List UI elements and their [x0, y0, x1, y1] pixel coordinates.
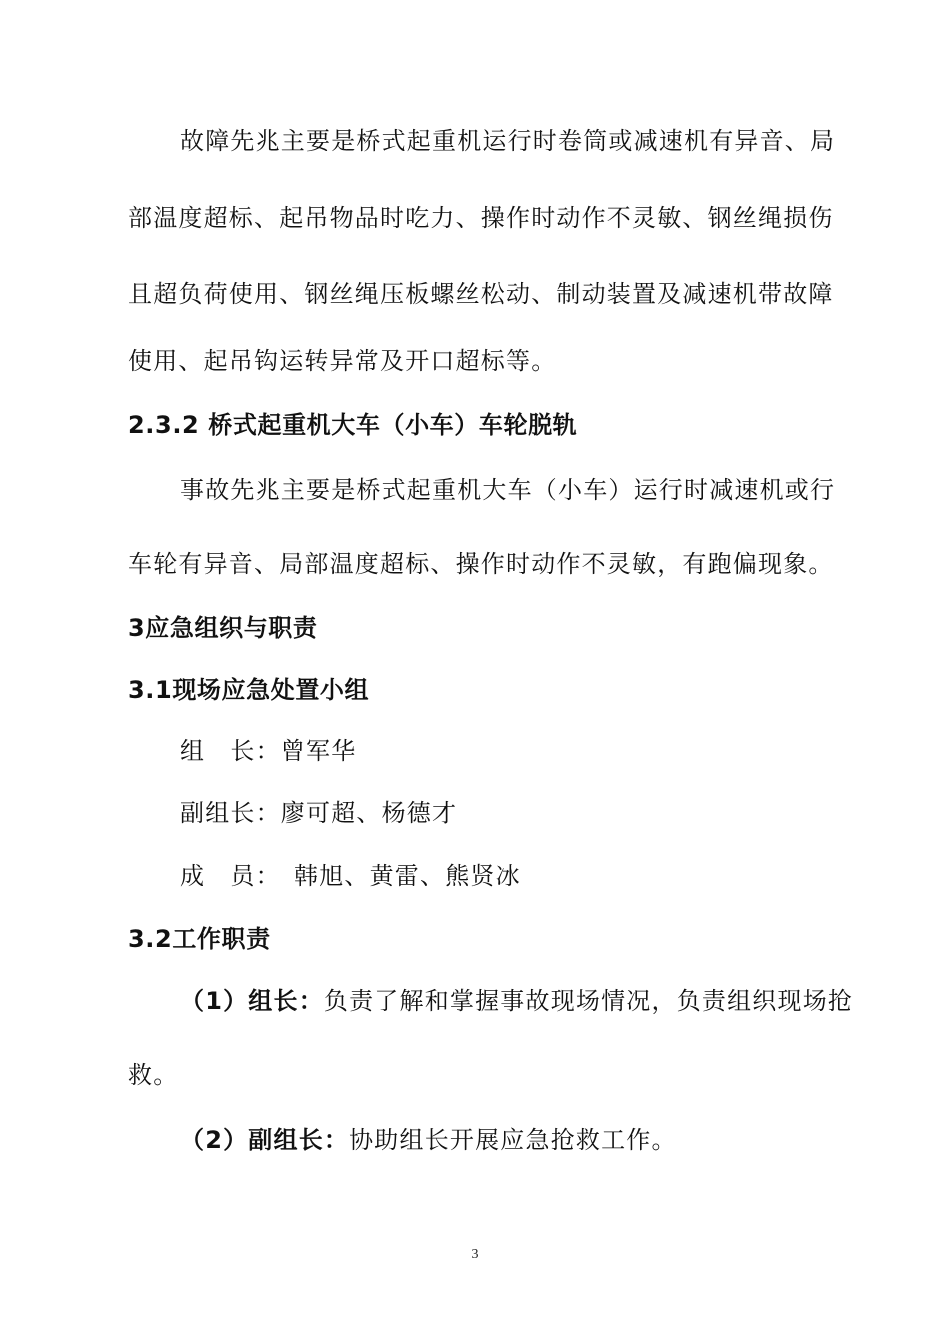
page-number: 3 — [471, 1247, 479, 1262]
duty-1-continuation: 救。 — [128, 1061, 179, 1089]
paragraph-line: 事故先兆主要是桥式起重机大车（小车）运行时减速机或行 — [180, 476, 836, 504]
duty-2-label: （2）副组长： — [180, 1126, 350, 1154]
duty-1-line — [180, 985, 853, 1017]
section-heading-3: 3应急组织与职责 — [128, 614, 318, 642]
section-heading-3-2: 3.2工作职责 — [128, 925, 271, 953]
duty-2-text: 协助组长开展应急抢救工作。 — [349, 1126, 677, 1154]
member-deputy: 副组长：廖可超、杨德才 — [180, 799, 458, 827]
paragraph-line: 车轮有异音、局部温度超标、操作时动作不灵敏，有跑偏现象。 — [128, 550, 834, 578]
paragraph-line: 使用、起吊钩运转异常及开口超标等。 — [128, 347, 557, 375]
duty-2-line — [180, 1124, 677, 1156]
duty-1-text: 负责了解和掌握事故现场情况，负责组织现场抢 — [323, 987, 854, 1015]
section-heading-3-1: 3.1现场应急处置小组 — [128, 676, 370, 704]
member-staff: 成 员： 韩旭、黄雷、熊贤冰 — [180, 862, 521, 890]
paragraph-line: 且超负荷使用、钢丝绳压板螺丝松动、制动装置及减速机带故障 — [128, 280, 834, 308]
paragraph-line: 故障先兆主要是桥式起重机运行时卷筒或减速机有异音、局 — [180, 127, 836, 155]
member-leader: 组 长：曾军华 — [180, 737, 357, 765]
paragraph-line: 部温度超标、起吊物品时吃力、操作时动作不灵敏、钢丝绳损伤 — [128, 204, 834, 232]
section-heading-2-3-2: 2.3.2 桥式起重机大车（小车）车轮脱轨 — [128, 411, 578, 439]
duty-1-label: （1）组长： — [180, 987, 324, 1015]
